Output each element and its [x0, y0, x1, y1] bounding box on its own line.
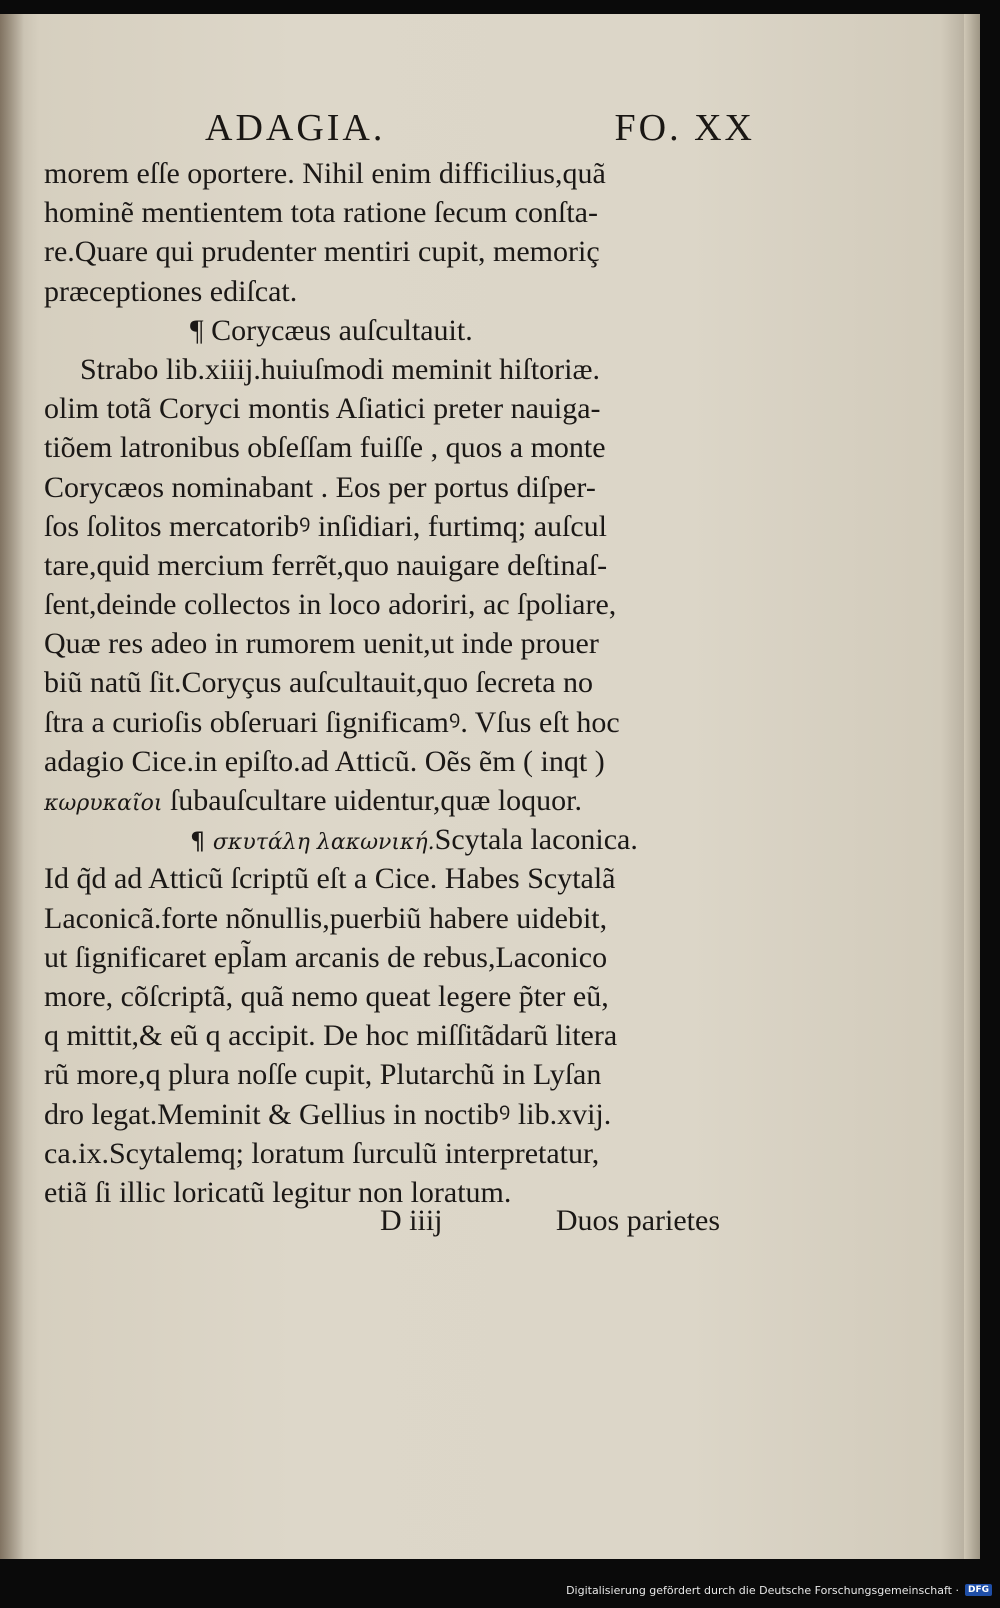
catchline: [380, 1204, 720, 1244]
text-line: [44, 468, 744, 507]
line-text: ca.ix.Scytalemq; loratum ſurculũ interpretatur,: [44, 1136, 600, 1170]
text-line: [44, 703, 744, 742]
text-line: [44, 428, 744, 467]
line-text: præceptiones ediſcat.: [44, 274, 298, 308]
text-line: [44, 350, 744, 389]
pilcrow-icon: ¶: [190, 827, 213, 856]
text-line: [44, 624, 744, 663]
text-line: [44, 154, 744, 193]
folio-number: FO. XX: [614, 107, 755, 149]
line-text: more, cõſcriptã, quã nemo queat legere p̃ter eũ,: [44, 979, 609, 1013]
gutter-shadow: [0, 14, 24, 1559]
book-page: [0, 14, 980, 1559]
line-text: etiã ſi illic loricatũ legitur non loratum.: [44, 1175, 512, 1209]
text-line: [44, 781, 744, 820]
text-line: [44, 1095, 744, 1134]
catchword: Duos parietes: [555, 1204, 720, 1237]
line-text: olim totã Coryci montis Aſiatici preter nauiga-: [44, 392, 601, 426]
text-line: [44, 389, 744, 428]
line-text: rũ more,q plura noſſe cupit, Plutarchũ in Lyſan: [44, 1058, 602, 1092]
line-text: ſos ſolitos mercatoribꝰ inſidiari, furtimq; auſcul: [44, 509, 608, 543]
header-title: ADAGIA.: [205, 107, 386, 149]
text-line: [44, 272, 744, 311]
text-line: [44, 742, 744, 781]
line-text: morem eſſe oportere. Nihil enim difficilius,quã: [44, 157, 606, 190]
line-text: Scytala laconica.: [434, 823, 638, 857]
line-text: q mittit,& eũ q accipit. De hoc miſſitãdarũ litera: [44, 1019, 618, 1053]
footer-text: Digitalisierung gefördert durch die Deutsche Forschungsgemeinschaft ·: [566, 1583, 959, 1597]
text-line: [44, 1134, 744, 1173]
line-text: ſent,deinde collectos in loco adoriri, ac ſpoliare,: [44, 588, 617, 622]
line-text: ſtra a curioſis obſeruari ſignificamꝰ. Vſus eſt hoc: [44, 705, 620, 739]
text-line: [44, 938, 744, 977]
text-line: [44, 1055, 744, 1094]
dfg-logo: DFG: [965, 1584, 992, 1596]
line-text: Laconicã.forte nõnullis,puerbiũ habere uidebit,: [44, 901, 608, 935]
text-line: [44, 546, 744, 585]
text-line: [44, 311, 744, 350]
text-line: [44, 232, 744, 271]
text-line: [44, 859, 744, 898]
digitization-footer: [566, 1580, 992, 1600]
greek-text: σκυτάλη λακωνική.: [212, 830, 435, 856]
line-text: dro legat.Meminit & Gellius in noctibꝰ lib.xvij.: [44, 1097, 612, 1131]
page-edge: [964, 14, 980, 1559]
line-text: ſubauſcultare uidentur,quæ loquor.: [162, 784, 583, 817]
line-text: tare,quid mercium ferrẽt,quo nauigare deſtinaſ-: [44, 548, 608, 582]
text-line: [44, 899, 744, 938]
line-text: biũ natũ ſit.Coryçus auſcultauit,quo ſecreta no: [44, 666, 594, 700]
line-text: ut ſignificaret epl̃am arcanis de rebus,Laconico: [44, 940, 608, 974]
text-line: [44, 507, 744, 546]
line-text: adagio Cice.in epiſto.ad Atticũ. Oẽs ẽm ( inqt ): [44, 744, 605, 778]
text-line: [44, 1016, 744, 1055]
greek-text: κωρυκαῖοι: [44, 791, 163, 816]
line-text: tiõem latronibus obſeſſam fuiſſe , quos a monte: [44, 431, 606, 465]
line-text: Corycæos nominabant . Eos per portus diſper-: [44, 470, 596, 504]
running-header: [205, 106, 755, 156]
text-line: [44, 663, 744, 702]
line-text: ¶ Corycæus auſcultauit.: [190, 313, 473, 347]
line-text: Strabo lib.xiiij.huiuſmodi meminit hiſtoriæ.: [80, 352, 601, 386]
line-text: re.Quare qui prudenter mentiri cupit, memoriç: [44, 235, 600, 269]
line-text: Id q̃d ad Atticũ ſcriptũ eſt a Cice. Habes Scytalã: [44, 862, 616, 896]
signature-mark: D iiij: [380, 1204, 443, 1237]
text-line: [44, 193, 744, 232]
body-text: [44, 154, 744, 1212]
line-text: hominẽ mentientem tota ratione ſecum conſta-: [44, 196, 598, 230]
text-line: [44, 820, 744, 859]
line-text: Quæ res adeo in rumorem uenit,ut inde prouer: [44, 627, 599, 661]
text-line: [44, 977, 744, 1016]
text-line: [44, 585, 744, 624]
